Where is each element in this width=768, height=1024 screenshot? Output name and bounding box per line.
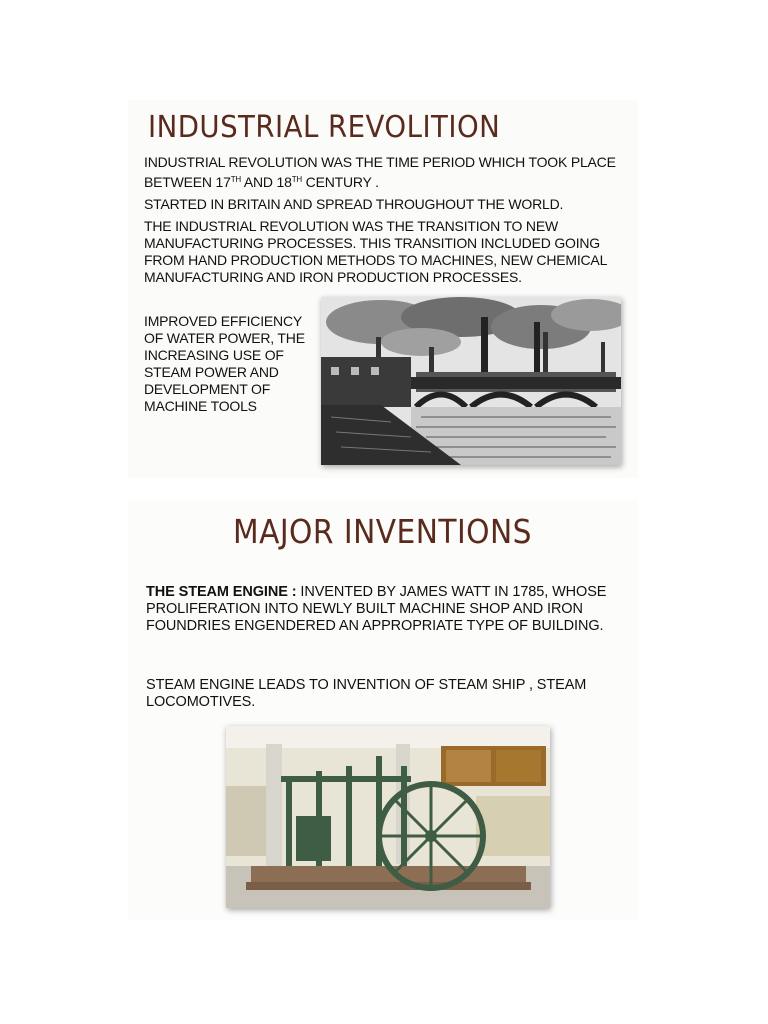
slide-major-inventions bbox=[128, 500, 638, 920]
paragraph-steam-engine: THE STEAM ENGINE : INVENTED BY JAMES WATT IN 1785, WHOSE PROLIFERATION INTO NEWLY BUILT MACHINE SHOP AND IRON FOUNDRIES ENGENDERED AN APPROPRIATE TYPE OF BUILDING. bbox=[146, 584, 607, 634]
paragraph-efficiency: IMPROVED EFFICIENCY OF WATER POWER, THE INCREASING USE OF STEAM POWER AND DEVELOPMENT OF MACHINE TOOLS bbox=[144, 313, 305, 414]
factory-engraving-image bbox=[321, 297, 621, 465]
paragraph-time-period: INDUSTRIAL REVOLUTION WAS THE TIME PERIOD WHICH TOOK PLACE BETWEEN 17TH AND 18TH CENTURY . bbox=[144, 154, 616, 190]
paragraph-britain: STARTED IN BRITAIN AND SPREAD THROUGHOUT THE WORLD. bbox=[144, 196, 564, 212]
steam-engine-photo bbox=[226, 726, 550, 908]
steam-engine-label: THE STEAM ENGINE : bbox=[146, 584, 297, 600]
factory-engraving-drawing bbox=[321, 297, 621, 465]
slide-title: MAJOR INVENTIONS bbox=[233, 512, 532, 551]
paragraph-steam-ship: STEAM ENGINE LEADS TO INVENTION OF STEAM SHIP , STEAM LOCOMOTIVES. bbox=[146, 677, 587, 710]
steam-engine-drawing bbox=[226, 726, 550, 908]
slide-title: INDUSTRIAL REVOLITION bbox=[148, 110, 501, 145]
paragraph-transition: THE INDUSTRIAL REVOLUTION WAS THE TRANSITION TO NEW MANUFACTURING PROCESSES. THIS TRANSITION INCLUDED GOING FROM HAND PRODUCTION METHODS TO MACHINES, NEW CHEMICAL MANUFACTURING AND IRON PRODUCTION PROCESSES. bbox=[144, 218, 607, 285]
slide-industrial-revolution bbox=[128, 100, 638, 478]
